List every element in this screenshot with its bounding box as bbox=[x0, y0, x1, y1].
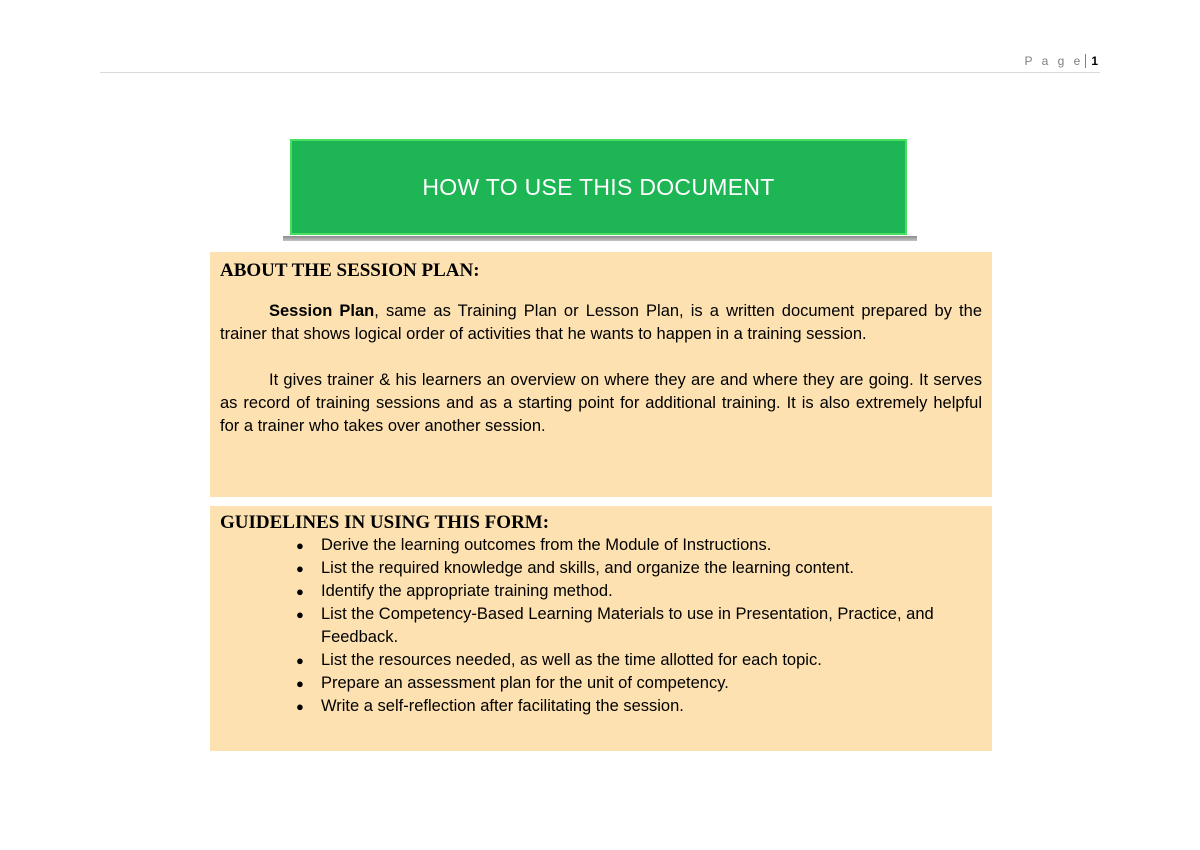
about-paragraph-1-text: , same as Training Plan or Lesson Plan, is a written document prepared by the trainer that shows logical order of activities that he wants to happen in a training session. bbox=[220, 302, 982, 343]
list-item bbox=[296, 580, 962, 603]
list-item bbox=[296, 603, 962, 649]
bullet-icon: ● bbox=[296, 607, 304, 622]
list-item bbox=[296, 534, 962, 557]
about-session-plan-panel bbox=[210, 252, 992, 497]
guidelines-list bbox=[220, 534, 982, 718]
page-label: P a g e bbox=[1024, 54, 1084, 68]
page-number: 1 bbox=[1091, 54, 1098, 68]
guidelines-heading: GUIDELINES IN USING THIS FORM: bbox=[220, 512, 550, 533]
page-separator bbox=[1085, 54, 1086, 68]
session-plan-term: Session Plan bbox=[269, 302, 375, 320]
list-item bbox=[296, 672, 962, 695]
list-item-text: Identify the appropriate training method. bbox=[321, 582, 613, 600]
list-item bbox=[296, 649, 962, 672]
list-item-text: Prepare an assessment plan for the unit of competency. bbox=[321, 674, 729, 692]
bullet-icon: ● bbox=[296, 584, 304, 599]
about-paragraph-2: It gives trainer & his learners an overview on where they are and where they are going. It serves as record of training sessions and as a starting point for additional training. It is also extremely helpful for a trainer who takes over another session. bbox=[220, 371, 982, 435]
bullet-icon: ● bbox=[296, 653, 304, 668]
about-heading: ABOUT THE SESSION PLAN: bbox=[220, 260, 480, 281]
list-item-text: Write a self-reflection after facilitating the session. bbox=[321, 697, 684, 715]
page-number-header bbox=[1025, 54, 1099, 68]
bullet-icon: ● bbox=[296, 699, 304, 714]
list-item-text: List the required knowledge and skills, and organize the learning content. bbox=[321, 559, 854, 577]
guidelines-panel bbox=[210, 506, 992, 751]
bullet-icon: ● bbox=[296, 676, 304, 691]
title-banner bbox=[290, 139, 907, 235]
list-item-text: List the resources needed, as well as the time allotted for each topic. bbox=[321, 651, 822, 669]
about-paragraph-1 bbox=[220, 300, 982, 346]
list-item bbox=[296, 557, 962, 580]
title-banner-shadow bbox=[283, 236, 917, 241]
bullet-icon: ● bbox=[296, 538, 304, 553]
bullet-icon: ● bbox=[296, 561, 304, 576]
list-item-text: Derive the learning outcomes from the Module of Instructions. bbox=[321, 536, 772, 554]
title-banner-text: HOW TO USE THIS DOCUMENT bbox=[422, 173, 775, 200]
list-item bbox=[296, 695, 962, 718]
header-rule bbox=[100, 72, 1100, 73]
list-item-text: List the Competency-Based Learning Materials to use in Presentation, Practice, and Feedback. bbox=[321, 605, 934, 646]
